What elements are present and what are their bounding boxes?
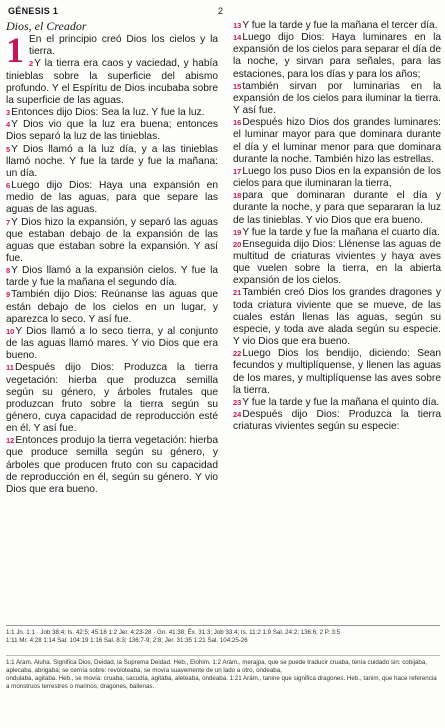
verse bbox=[233, 239, 441, 288]
verse-number: 5 bbox=[6, 144, 11, 154]
verse-text: Después hizo Dios dos grandes luminares: el luminar mayor para que dominara durante el día y el luminar menor para que dominara durante la noche. También hizo las estrellas. bbox=[233, 117, 441, 165]
left-verse-list bbox=[6, 30, 218, 496]
cross-ref-line: 1:11 Mr. 4:28 1:14 Sal. 104:19 1:16 Sal. 8:3; 136:7-9; 2:8; Jer. 31:35 1:21 Sal. 104:25-26 bbox=[6, 637, 248, 644]
verse bbox=[6, 326, 218, 362]
verse bbox=[6, 435, 218, 496]
verse-text: Y fue la tarde y fue la mañana el tercer día. bbox=[242, 20, 438, 31]
verse-number: 11 bbox=[6, 363, 14, 373]
verse bbox=[233, 32, 441, 81]
page-number: 2 bbox=[218, 6, 224, 16]
footnote-line: 1:1 Aram. Aluha. Significa Dios, Deidad, la Suprema Deidad. Heb., Elohim. 1:2 Arám., merajpa, que se puede traducir cruaba, tenía cuidado sin: cobijaba, aplecaba, abrigaba; se cernía sobre: revoloteaba; se movía suavemente de un lado a otro, ondeaba, bbox=[6, 659, 427, 674]
verse bbox=[233, 20, 441, 32]
verse-number: 18 bbox=[233, 191, 242, 201]
verse bbox=[233, 227, 441, 239]
section-title: Dios, el Creador bbox=[6, 19, 87, 33]
verse-number: 10 bbox=[6, 326, 15, 336]
verse-number: 15 bbox=[233, 81, 242, 91]
verse-text: Y Dios llamó a la luz día, y a las tinieblas llamó noche. Y fue la tarde y fue la mañana: un día. bbox=[6, 143, 218, 179]
verse-number: 16 bbox=[233, 118, 242, 128]
verse bbox=[6, 265, 218, 289]
verse-text: Luego dijo Dios: Haya una expansión en medio de las aguas, para que separe las aguas de las aguas. bbox=[6, 180, 218, 216]
book-chapter-heading: GÉNESIS 1 bbox=[8, 6, 59, 16]
verse-text: Luego Dios los bendijo, diciendo: Sean fecundos y multiplíquense, y llenen las aguas de los mares, y multiplíquense las aves sobre la tierra. bbox=[233, 348, 441, 396]
verse-number: 24 bbox=[233, 410, 242, 419]
verse-text: Y Dios vio que la luz era buena; entonces Dios separó la luz de las tinieblas. bbox=[6, 119, 218, 143]
verse-text: Después dijo Dios: Produzca la tierra criaturas vivientes según su especie: bbox=[233, 409, 441, 433]
verse bbox=[233, 397, 441, 409]
verse-number: 12 bbox=[6, 436, 15, 446]
verse-number: 8 bbox=[6, 266, 11, 276]
verse bbox=[6, 107, 218, 119]
verse-text: también sirvan por luminarias en la expansión de los cielos para iluminar la tierra. Y así fue. bbox=[233, 80, 441, 117]
verse-number: 20 bbox=[233, 239, 242, 249]
verse-number: 7 bbox=[6, 217, 11, 227]
verse-number: 2 bbox=[29, 59, 34, 69]
verse-number: 3 bbox=[6, 108, 11, 118]
verse-text: Y fue la tarde y fue la mañana el quinto día. bbox=[242, 396, 440, 408]
verse-number: 9 bbox=[6, 290, 11, 300]
verse bbox=[6, 362, 218, 435]
verse bbox=[233, 166, 441, 190]
left-column bbox=[6, 20, 218, 496]
verse bbox=[233, 348, 441, 397]
verse-text: Luego dijo Dios: Haya luminares en la expansión de los cielos para separar el día de la noche, y sirvan para señales, para las estaciones, para los días y para los años; bbox=[233, 32, 441, 80]
verse bbox=[233, 81, 441, 117]
verse-text: Luego los puso Dios en la expansión de los cielos para que iluminaran la tierra, bbox=[233, 165, 441, 190]
verse bbox=[6, 58, 218, 107]
verse-text: Y Dios llamó a lo seco tierra, y al conjunto de las aguas llamó mares. Y vio Dios que era bueno. bbox=[6, 325, 218, 362]
verse-text: También dijo Dios: Reúnanse las aguas que están debajo de los cielos en un lugar, y aparezca lo seco. Y así fue. bbox=[6, 289, 218, 325]
cross-ref-line: 1:1 Jn. 1:1 · Job 38:4; Is. 42:5; 45:18 1:2 Jer. 4:23-28 · Gn. 41:38; Éx. 31:3; Job 33:4; Is. 11:2 1:9 Sal. 24:2; 136:6; 2 P. 3:5 bbox=[6, 629, 341, 636]
verse-text: En el principio creó Dios los cielos y la tierra. bbox=[29, 34, 218, 58]
verse-text: Entonces produjo la tierra vegetación: hierba que produce semilla según su género, y árboles que producen fruto con su capacidad de reproducción en él, según su género. Y vio Dios que era bueno. bbox=[6, 435, 218, 495]
verse-number: 23 bbox=[233, 397, 242, 407]
right-column bbox=[233, 20, 441, 433]
verse bbox=[6, 217, 218, 266]
verse-number: 4 bbox=[6, 120, 11, 130]
verse-number: 21 bbox=[233, 288, 242, 298]
verse bbox=[233, 287, 441, 348]
verse-number: 6 bbox=[6, 181, 11, 191]
verse-text: Y Dios hizo la expansión, y separó las aguas que estaban debajo de la expansión de las aguas que estaban sobre la expansión. Y así fue. bbox=[6, 216, 218, 264]
verse bbox=[6, 30, 218, 71]
verse-text: Después dijo Dios: Produzca la tierra vegetación: hierba que produzca semilla según su género, y árboles frutales que produzcan fruto sobre la tierra según su género, cuya capacidad de reproducción esté en él. Y así fue. bbox=[6, 362, 218, 435]
verse-text: Enseguida dijo Dios: Llénense las aguas de multitud de criaturas vivientes y haya aves que vuelen sobre la tierra, en la abierta expansión de los cielos. bbox=[233, 238, 441, 287]
verse bbox=[233, 117, 441, 166]
verse-text: Entonces dijo Dios: Sea la luz. Y fue la luz. bbox=[11, 107, 205, 119]
verse-number: 14 bbox=[233, 33, 242, 43]
verse bbox=[233, 190, 441, 226]
verse-number: 13 bbox=[233, 21, 242, 30]
footnotes bbox=[6, 655, 440, 691]
verse-number: 17 bbox=[233, 166, 242, 176]
footnote-line: ondulaba, agitaba. Heb., se movía: cruaba, sacudía, agitaba, aleteaba, ondeaba. 1:21 Arám., tanine que significa dragones. Heb., tanim, que hace referencia a monstruos terrestres o marinos, dragones, ballenas. bbox=[6, 675, 437, 690]
verse bbox=[6, 180, 218, 216]
verse-text: Y Dios llamó a la expansión cielos. Y fue la tarde y fue la mañana el segundo día. bbox=[6, 265, 218, 289]
verse-text: para que dominaran durante el día y durante la noche, y para que separaran la luz de las tinieblas. Y vio Dios que era bueno. bbox=[233, 190, 441, 226]
verse-text: También creó Dios los grandes dragones y toda criatura viviente que se mueve, de las cuales están llenas las aguas, según su especie, y toda ave alada según su especie. Y vio Dios que era bueno. bbox=[233, 287, 441, 348]
right-verse-list bbox=[233, 20, 441, 433]
verse-text: Y fue la tarde y fue la mañana el cuarto día. bbox=[242, 226, 440, 238]
verse bbox=[6, 119, 218, 143]
verse-number: 22 bbox=[233, 349, 242, 359]
verse bbox=[233, 409, 441, 433]
verse bbox=[6, 289, 218, 325]
cross-references bbox=[6, 625, 440, 645]
verse bbox=[6, 144, 218, 180]
chapter-number: 1 bbox=[6, 30, 24, 71]
verse-text: Y la tierra era caos y vaciedad, y había tinieblas sobre la superficie del abismo profundo. Y el Espíritu de Dios incubaba sobre la superficie de las aguas. bbox=[6, 58, 218, 106]
verse-number: 19 bbox=[233, 227, 242, 237]
